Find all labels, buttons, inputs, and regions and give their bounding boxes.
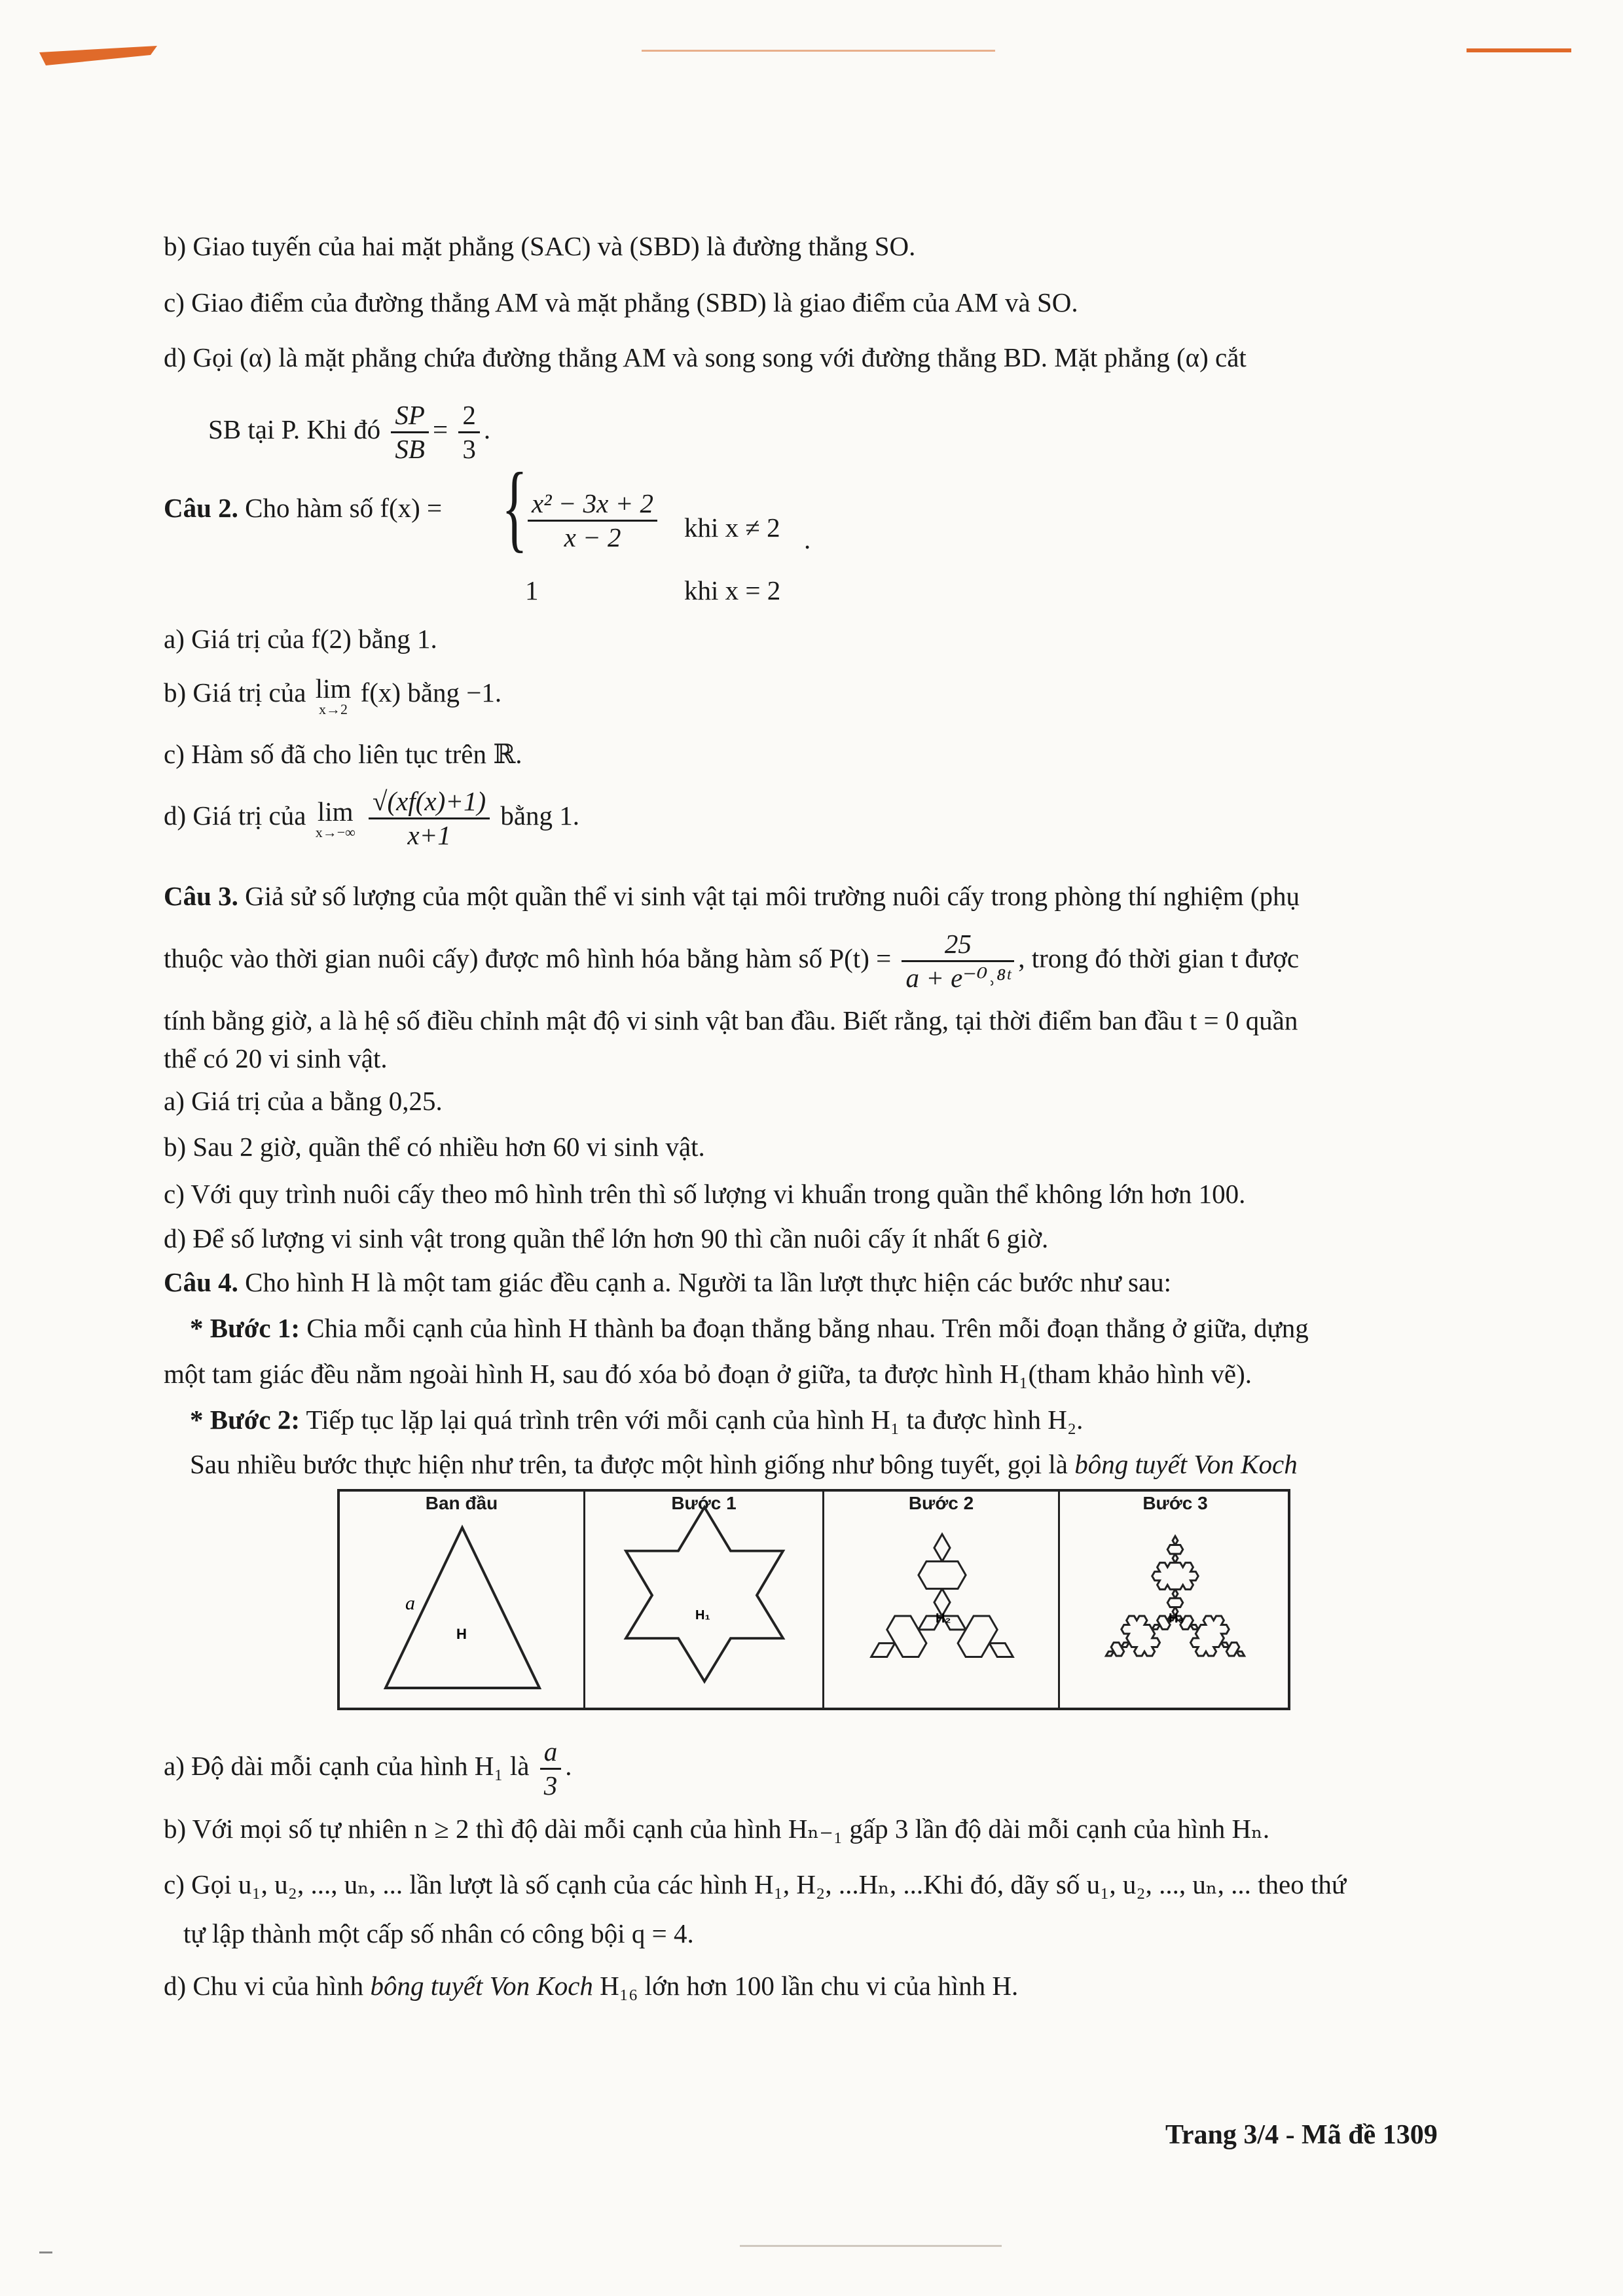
piecewise-brace: { [501, 453, 528, 562]
q3-item-d: d) Để số lượng vi sinh vật trong quần thể lớn hơn 90 thì cần nuôi cấy ít nhất 6 giờ. [164, 1223, 1049, 1253]
scan-top-right-line [1467, 48, 1571, 52]
frac-denominator: SB [395, 434, 425, 465]
q2-item-a: a) Giá trị của f(2) bằng 1. [164, 624, 437, 654]
q3-fraction [902, 928, 1014, 994]
q1-item-b: b) Giao tuyến của hai mặt phẳng (SAC) và (SBD) là đường thẳng SO. [164, 231, 916, 261]
panel-title: Bước 3 [1142, 1493, 1208, 1513]
panel-title: Bước 2 [908, 1493, 974, 1513]
q4-item-b: b) Với mọi số tự nhiên n ≥ 2 thì độ dài mỗi cạnh của hình Hₙ₋₁ gấp 3 lần độ dài mỗi cạnh của hình Hₙ. [164, 1814, 1270, 1844]
frac-numerator: 25 [902, 928, 1014, 962]
q2-intro: Cho hàm số f(x) = [245, 493, 443, 523]
frac-numerator: x² − 3x + 2 [528, 488, 657, 522]
q2-d-post: bằng 1. [500, 800, 580, 831]
q4-item-c-line2: tự lập thành một cấp số nhân có công bội q = 4. [183, 1918, 694, 1948]
q4-a-text: a) Độ dài mỗi cạnh của hình H₁ là [164, 1751, 530, 1782]
q3-line1-text: Giả sử số lượng của một quần thể vi sinh vật tại môi trường nuôi cấy trong phòng thí nghiệm (phụ [245, 881, 1300, 911]
page-footer: Trang 3/4 - Mã đề 1309 [1165, 2120, 1438, 2150]
q4-step2 [190, 1404, 1083, 1436]
equals-sign: = [432, 414, 448, 445]
koch-step3-shape [1060, 1492, 1290, 1713]
panel-step1 [585, 1492, 824, 1708]
q4-item-a [164, 1736, 572, 1802]
q4-conclusion [190, 1448, 1298, 1480]
frac-denominator: x+1 [407, 820, 451, 851]
limit-operator [316, 796, 356, 842]
q2-case1-condition: khi x ≠ 2 [684, 512, 780, 543]
q3-line2-post: , trong đó thời gian t được [1018, 943, 1300, 974]
q4-d-text: d) Chu vi của hình [164, 1971, 364, 2001]
frac-denominator: a + e⁻⁰˒⁸ᵗ [905, 963, 1011, 994]
q4-intro [164, 1266, 1171, 1299]
q2-case2-condition: khi x = 2 [684, 575, 781, 605]
frac-denominator: 3 [543, 1770, 558, 1801]
shape-label: H₂ [936, 1611, 951, 1626]
q2-case2-value: 1 [525, 575, 539, 605]
q4-item-c-line1: c) Gọi u₁, u₂, ..., uₙ, ... lần lượt là số cạnh của các hình H₁, H₂, ...Hₙ, ...Khi đó, dãy số u₁, u₂, ..., uₙ, ... theo thứ [164, 1869, 1347, 1899]
q3-line1 [164, 880, 1300, 912]
panel-step3 [1060, 1492, 1290, 1708]
shape-label: H₁ [695, 1608, 710, 1623]
q1-item-d-line1: d) Gọi (α) là mặt phẳng chứa đường thẳng AM và song song với đường thẳng BD. Mặt phẳng (α) cắt [164, 342, 1247, 372]
q4-d-post: H₁₆ lớn hơn 100 lần chu vi của hình H. [600, 1971, 1019, 2001]
koch-snowflake-figure [337, 1489, 1290, 1710]
case1-fraction [528, 488, 657, 554]
frac-numerator: a [540, 1736, 562, 1770]
q1-item-d-line2 [208, 399, 490, 465]
triangle-shape [340, 1492, 585, 1713]
q3-item-c: c) Với quy trình nuôi cấy theo mô hình trên thì số lượng vi khuẩn trong quần thể không lớn hơn 100. [164, 1179, 1246, 1209]
q4-intro-text: Cho hình H là một tam giác đều cạnh a. Người ta lần lượt thực hiện các bước như sau: [245, 1267, 1172, 1297]
panel-title: Ban đầu [425, 1493, 498, 1513]
koch-step2-shape [824, 1492, 1060, 1713]
q3-label: Câu 3. [164, 881, 238, 911]
frac-denominator: 3 [462, 434, 476, 465]
q1-d-text: SB tại P. Khi đó [208, 414, 381, 445]
lim-text: lim [315, 673, 352, 704]
q4-step1-line2: một tam giác đều nằm ngoài hình H, sau đó xóa bỏ đoạn ở giữa, ta được hình H₁(tham khảo hình vẽ). [164, 1359, 1252, 1389]
scan-bottom-line [740, 2245, 1002, 2247]
q4-step1 [190, 1312, 1309, 1344]
q2-case1-fraction [524, 488, 661, 554]
scan-bottom-left-mark [39, 2251, 52, 2253]
q2-item-d [164, 785, 579, 852]
lim-subscript: x→2 [319, 701, 348, 718]
panel-title: Bước 1 [671, 1493, 737, 1513]
period: . [565, 1751, 572, 1782]
frac-numerator: √(xf(x)+1) [369, 785, 490, 819]
q4-item-d [164, 1970, 1018, 2002]
q2-d-text: d) Giá trị của [164, 800, 306, 831]
step2-label: * Bước 2: [190, 1405, 301, 1435]
q3-item-b: b) Sau 2 giờ, quần thể có nhiều hơn 60 vi sinh vật. [164, 1132, 705, 1162]
q2-b-post: f(x) bằng −1. [360, 677, 502, 708]
q4-label: Câu 4. [164, 1267, 238, 1297]
period: . [483, 414, 491, 445]
q2-statement [164, 492, 442, 524]
shape-label: H [456, 1626, 467, 1642]
q1-item-c: c) Giao điểm của đường thẳng AM và mặt phẳng (SBD) là giao điểm của AM và SO. [164, 287, 1078, 317]
star-shape [585, 1492, 824, 1713]
q4-a-fraction [540, 1736, 562, 1802]
step2-text: Tiếp tục lặp lại quá trình trên với mỗi cạnh của hình H₁ ta được hình H₂. [306, 1405, 1084, 1435]
q3-item-a: a) Giá trị của a bằng 0,25. [164, 1086, 443, 1116]
lim-text: lim [317, 796, 354, 827]
q2-item-b [164, 673, 501, 719]
q2-item-c: c) Hàm số đã cho liên tục trên ℝ. [164, 739, 522, 769]
q1-d-fraction-sp-sb [391, 399, 429, 465]
q4-d-italic: bông tuyết Von Koch [370, 1971, 593, 2001]
q3-line3: tính bằng giờ, a là hệ số điều chỉnh mật độ vi sinh vật ban đầu. Biết rằng, tại thời điểm ban đầu t = 0 quần [164, 1005, 1298, 1035]
q3-line4: thể có 20 vi sinh vật. [164, 1043, 388, 1073]
shape-label: H₃ [1169, 1611, 1184, 1626]
scan-top-line [642, 50, 995, 52]
q1-d-fraction-2-3 [458, 399, 480, 465]
lim-subscript: x→−∞ [315, 824, 356, 841]
frac-numerator: SP [391, 399, 429, 433]
scan-corner-mark [39, 39, 170, 79]
q3-line2 [164, 928, 1299, 994]
step1-text: Chia mỗi cạnh của hình H thành ba đoạn thẳng bằng nhau. Trên mỗi đoạn thẳng ở giữa, dựng [306, 1313, 1309, 1343]
q3-line2-pre: thuộc vào thời gian nuôi cấy) được mô hình hóa bằng hàm số P(t) = [164, 943, 892, 974]
conclusion-italic: bông tuyết Von Koch [1074, 1449, 1298, 1479]
frac-numerator: 2 [458, 399, 480, 433]
side-label: a [405, 1592, 415, 1614]
limit-operator [316, 673, 352, 719]
panel-initial [340, 1492, 585, 1708]
q2-label: Câu 2. [164, 493, 238, 523]
frac-denominator: x − 2 [564, 522, 621, 553]
q2-d-fraction [369, 785, 490, 852]
panel-step2 [824, 1492, 1060, 1708]
q2-period: . [804, 524, 811, 554]
q2-b-text: b) Giá trị của [164, 677, 306, 708]
step1-label: * Bước 1: [190, 1313, 301, 1343]
conclusion-text: Sau nhiều bước thực hiện như trên, ta được một hình giống như bông tuyết, gọi là [190, 1449, 1068, 1479]
